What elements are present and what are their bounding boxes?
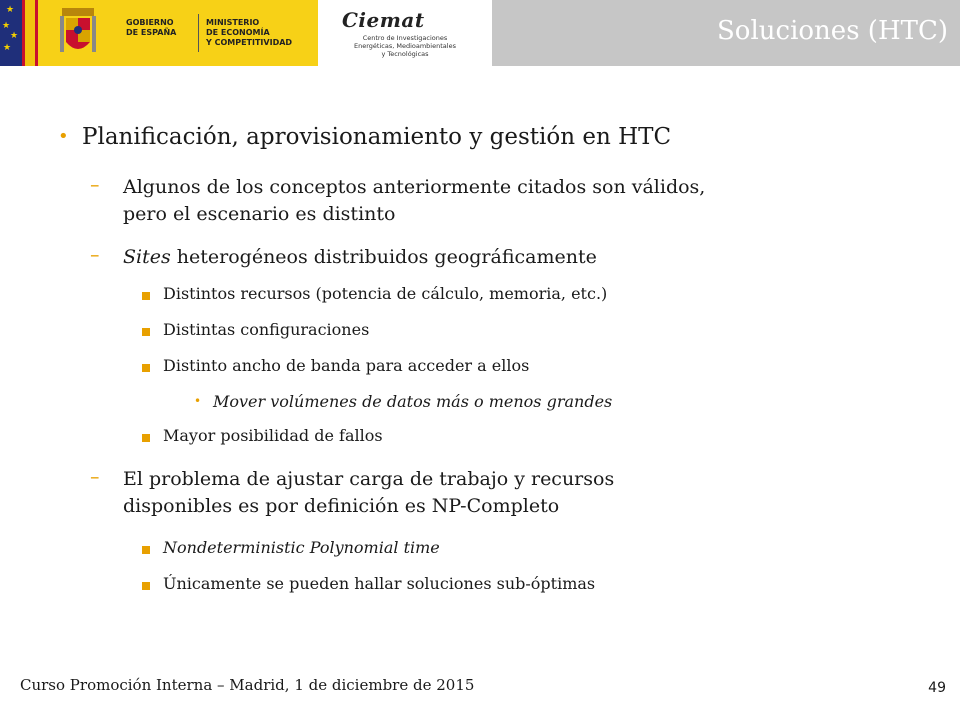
ministry-text: MINISTERIO DE ECONOMÍA Y COMPETITIVIDAD	[206, 18, 293, 47]
slide-title: Soluciones (HTC)	[717, 16, 948, 46]
detail-item: Distintos recursos (potencia de cálculo, memoria, etc.)	[163, 284, 608, 303]
bullet-dot-icon: •	[194, 394, 202, 408]
divider	[198, 14, 199, 52]
slide-header	[0, 0, 960, 66]
star-icon: ★	[3, 43, 12, 53]
ciemat-logo: Ciemat	[342, 8, 425, 32]
sites-emphasis: Sites	[123, 246, 171, 268]
ciemat-subtitle: Centro de Investigaciones Energéticas, Medioambientales y Tecnológicas	[354, 34, 456, 58]
detail-item: Únicamente se pueden hallar soluciones sub-óptimas	[163, 574, 596, 593]
square-bullet-icon	[142, 364, 150, 372]
square-bullet-icon	[142, 328, 150, 336]
sub-bullet-2	[123, 244, 923, 271]
eu-flag-logo	[0, 0, 22, 66]
ciemat-logo-block	[318, 0, 492, 66]
main-bullet: Planificación, aprovisionamiento y gestión en HTC	[82, 124, 672, 150]
sub-bullet-1-line-1: Algunos de los conceptos anteriormente citados son válidos,	[123, 176, 706, 198]
sub-bullet-1-line-2: pero el escenario es distinto	[123, 203, 396, 225]
dash-bullet-icon: –	[90, 466, 100, 488]
dash-bullet-icon: –	[90, 174, 100, 196]
detail-item: Distintas configuraciones	[163, 320, 370, 339]
sub-bullet-3-line-2: disponibles es por definición es NP-Completo	[123, 495, 560, 517]
detail-item: Mayor posibilidad de fallos	[163, 426, 383, 445]
star-icon: ★	[2, 21, 11, 31]
sub-detail-item: Mover volúmenes de datos más o menos grandes	[213, 392, 613, 411]
title-bar	[492, 0, 960, 66]
government-text: GOBIERNO DE ESPAÑA	[126, 18, 177, 37]
government-logo	[38, 0, 318, 66]
page-number: 49	[928, 680, 946, 696]
square-bullet-icon	[142, 582, 150, 590]
sub-bullet-3-line-1: El problema de ajustar carga de trabajo y recursos	[123, 468, 615, 490]
detail-item: Nondeterministic Polynomial time	[163, 538, 440, 557]
square-bullet-icon	[142, 546, 150, 554]
square-bullet-icon	[142, 292, 150, 300]
bullet-dot-icon: •	[58, 126, 69, 147]
spain-flag-logo	[22, 0, 38, 66]
detail-item: Distinto ancho de banda para acceder a ellos	[163, 356, 530, 375]
sub-bullet-1	[123, 174, 923, 228]
dash-bullet-icon: –	[90, 244, 100, 266]
sub-bullet-3	[123, 466, 923, 520]
sub-bullet-2-text: heterogéneos distribuidos geográficamente	[170, 246, 597, 268]
star-icon: ★	[10, 31, 19, 41]
coat-of-arms-icon	[58, 6, 98, 58]
star-icon: ★	[6, 5, 15, 15]
footer-text: Curso Promoción Interna – Madrid, 1 de diciembre de 2015	[20, 676, 475, 694]
square-bullet-icon	[142, 434, 150, 442]
